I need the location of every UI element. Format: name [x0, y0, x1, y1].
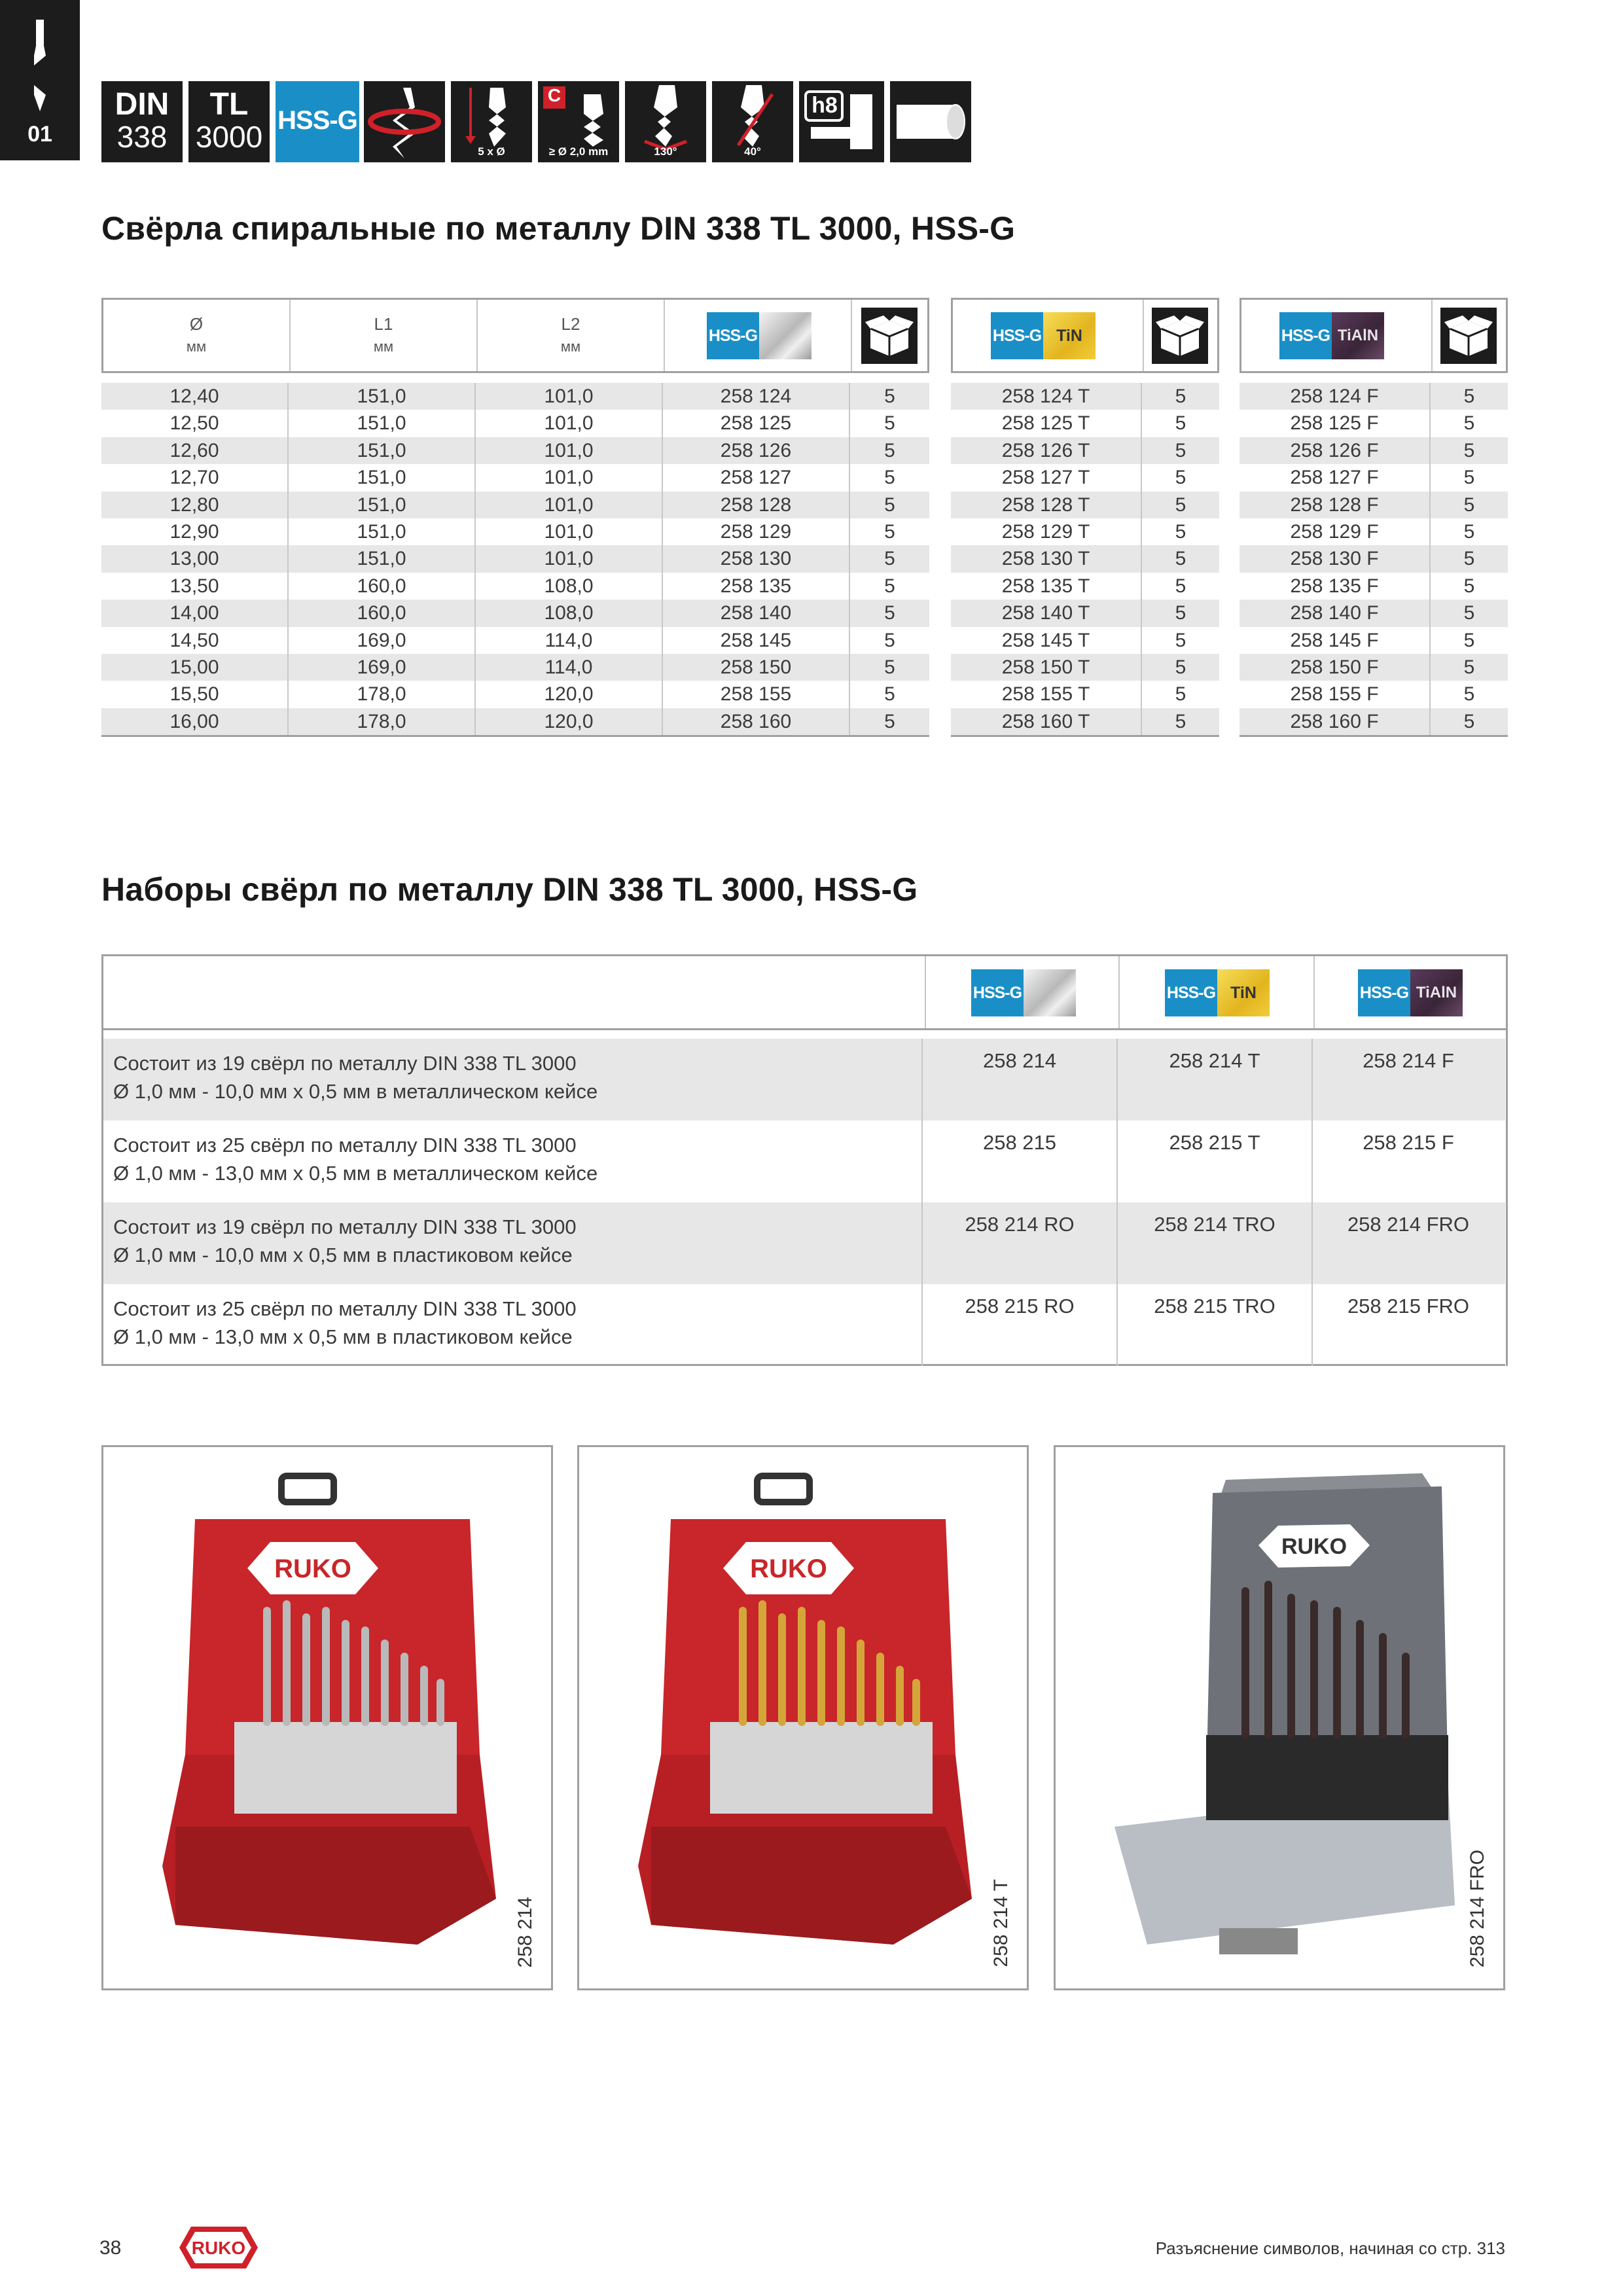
table-row — [1240, 654, 1508, 681]
cell-article-steel: 258 126 — [663, 437, 850, 464]
package-box-icon — [861, 308, 918, 364]
cell-article-tialn: 258 140 F — [1240, 600, 1431, 626]
col-pack — [852, 300, 927, 371]
table-tin-body — [951, 383, 1219, 737]
cell-article-tialn: 258 124 F — [1240, 383, 1431, 410]
cell-l1: 151,0 — [289, 545, 476, 572]
min-diameter-icon — [538, 81, 619, 162]
rotation-drill-icon — [364, 81, 445, 162]
table-row — [1240, 518, 1508, 545]
min-d-label: ≥ Ø 2,0 mm — [548, 145, 609, 158]
table-row — [1240, 573, 1508, 600]
set-description — [113, 1295, 912, 1351]
table-row — [101, 518, 929, 545]
cell-article-tialn: 258 155 F — [1240, 681, 1431, 708]
col-diameter-unit: мм — [186, 338, 207, 355]
set-line2: Ø 1,0 мм - 13,0 мм x 0,5 мм в металлическом кейсе — [113, 1162, 598, 1185]
package-box-icon — [1440, 308, 1497, 364]
steel-swatch — [759, 312, 812, 359]
package-box-icon — [1152, 308, 1208, 364]
product-photo-tin-case — [577, 1445, 1029, 1990]
set-line1: Состоит из 19 свёрл по металлу DIN 338 TL 3000 — [113, 1215, 577, 1238]
set-code-steel: 258 214 RO — [965, 1213, 1075, 1236]
din-label: DIN — [115, 87, 169, 122]
cell-l2: 108,0 — [476, 573, 663, 600]
cell-article-tin: 258 129 T — [951, 518, 1142, 545]
cell-article-tialn: 258 127 F — [1240, 464, 1431, 491]
h8-label: h8 — [812, 93, 838, 118]
tin-swatch: TiN — [1043, 312, 1096, 359]
tl-label: TL — [209, 87, 249, 122]
cell-qty-tin: 5 — [1175, 629, 1186, 651]
col-l1 — [291, 300, 478, 371]
svg-text:RUKO: RUKO — [1281, 1534, 1347, 1559]
table-row — [951, 410, 1219, 437]
cell-article-tin: 258 140 T — [951, 600, 1142, 626]
cell-article-tialn: 258 160 F — [1240, 708, 1431, 735]
cell-qty-tialn: 5 — [1463, 575, 1475, 597]
cell-article-tialn: 258 145 F — [1240, 627, 1431, 654]
cell-article-steel: 258 124 — [663, 383, 850, 410]
cell-l2: 101,0 — [476, 410, 663, 437]
cell-diameter: 13,00 — [101, 545, 289, 572]
cell-article-tin: 258 135 T — [951, 573, 1142, 600]
hss-badge-label-tialn: HSS-G — [1279, 312, 1332, 359]
cell-diameter: 12,40 — [101, 383, 289, 410]
cell-article-tin: 258 126 T — [951, 437, 1142, 464]
cell-l1: 178,0 — [289, 708, 476, 735]
cell-l2: 101,0 — [476, 437, 663, 464]
cell-article-steel: 258 127 — [663, 464, 850, 491]
hss-label: HSS-G — [277, 106, 357, 135]
cell-qty-tin: 5 — [1175, 656, 1186, 678]
point-angle-icon — [625, 81, 706, 162]
col-l2 — [478, 300, 665, 371]
sets-divider — [1311, 1039, 1313, 1366]
col-hss-tialn — [1241, 300, 1433, 371]
sets-col-tialn — [1315, 956, 1506, 1028]
set-row — [101, 1202, 1505, 1284]
col-pack-tin — [1144, 300, 1217, 371]
cell-diameter: 15,00 — [101, 654, 289, 681]
chapter-tab — [0, 0, 80, 160]
tin-swatch: TiN — [1217, 969, 1270, 1016]
hss-badge-label: HSS-G — [707, 312, 759, 359]
set-row — [101, 1121, 1505, 1202]
table-row — [101, 654, 929, 681]
set-line2: Ø 1,0 мм - 10,0 мм x 0,5 мм в металлическом кейсе — [113, 1080, 598, 1103]
cell-diameter: 12,70 — [101, 464, 289, 491]
set-code-tin: 258 215 TRO — [1154, 1295, 1275, 1318]
svg-text:RUKO: RUKO — [191, 2238, 246, 2258]
hss-g-icon — [276, 81, 359, 162]
col-pack-tialn — [1433, 300, 1506, 371]
cell-qty: 5 — [884, 548, 895, 570]
cell-qty-tin: 5 — [1175, 386, 1186, 407]
sets-table-header — [101, 954, 1508, 1030]
set-code-tialn: 258 215 F — [1363, 1131, 1454, 1154]
table-row — [101, 681, 929, 708]
footer-note: Разъяснение символов, начиная со стр. 313 — [1155, 2238, 1505, 2258]
table-row — [951, 681, 1219, 708]
product-photo-metal-case — [101, 1445, 553, 1990]
cell-article-tin: 258 124 T — [951, 383, 1142, 410]
cell-qty-tin: 5 — [1175, 548, 1186, 570]
set-code-tialn: 258 215 FRO — [1347, 1295, 1470, 1318]
set-line1: Состоит из 25 свёрл по металлу DIN 338 TL 3000 — [113, 1134, 577, 1157]
cell-l1: 160,0 — [289, 573, 476, 600]
table-row — [1240, 410, 1508, 437]
cell-l2: 101,0 — [476, 545, 663, 572]
cell-l2: 101,0 — [476, 518, 663, 545]
tl-3000-icon — [188, 81, 270, 162]
sets-border-right — [1506, 1030, 1508, 1366]
table-row — [101, 627, 929, 654]
5xd-label: 5 x Ø — [478, 145, 505, 158]
table-row — [951, 573, 1219, 600]
sets-col-tin — [1120, 956, 1315, 1028]
cell-qty: 5 — [884, 467, 895, 489]
table-row — [951, 654, 1219, 681]
cell-article-steel: 258 140 — [663, 600, 850, 626]
metal-case-drill-set-image — [103, 1447, 553, 1990]
cell-qty: 5 — [884, 710, 895, 732]
table-main-header — [101, 298, 929, 373]
table-row — [1240, 600, 1508, 626]
sets-divider — [921, 1039, 923, 1366]
cell-qty-tialn: 5 — [1463, 412, 1475, 435]
col-hss-steel — [665, 300, 852, 371]
table-row — [1240, 464, 1508, 491]
cell-article-tialn: 258 130 F — [1240, 545, 1431, 572]
cell-qty-tialn: 5 — [1463, 710, 1475, 732]
table-row — [951, 627, 1219, 654]
hss-steel-badge — [707, 312, 812, 359]
cell-diameter: 14,00 — [101, 600, 289, 626]
plastic-case-drill-set-image — [1056, 1447, 1505, 1990]
set-code-tin: 258 214 TRO — [1154, 1213, 1275, 1236]
set-line2: Ø 1,0 мм - 10,0 мм x 0,5 мм в пластиковом кейсе — [113, 1244, 573, 1266]
table-row — [101, 410, 929, 437]
sets-divider — [1116, 1039, 1118, 1366]
photo-caption: 258 214 — [514, 1896, 536, 1967]
table-tialn-header — [1240, 298, 1508, 373]
col-l2-label: L2 — [561, 314, 580, 334]
cell-article-steel: 258 160 — [663, 708, 850, 735]
cell-qty-tin: 5 — [1175, 710, 1186, 732]
set-line1: Состоит из 19 свёрл по металлу DIN 338 TL 3000 — [113, 1052, 577, 1075]
table-row — [101, 437, 929, 464]
cell-diameter: 16,00 — [101, 708, 289, 735]
cell-qty-tialn: 5 — [1463, 493, 1475, 516]
tl-number: 3000 — [195, 120, 263, 154]
cell-article-tialn: 258 125 F — [1240, 410, 1431, 437]
cell-l2: 101,0 — [476, 383, 663, 410]
cell-qty-tialn: 5 — [1463, 548, 1475, 570]
hss-steel-badge — [971, 969, 1076, 1016]
cell-diameter: 13,50 — [101, 573, 289, 600]
hss-badge-label-s2: HSS-G — [1165, 969, 1217, 1016]
cell-diameter: 14,50 — [101, 627, 289, 654]
cell-l2: 120,0 — [476, 708, 663, 735]
cell-l2: 114,0 — [476, 627, 663, 654]
col-l1-unit: мм — [373, 338, 394, 355]
table-row — [101, 492, 929, 518]
hss-badge-label-tin: HSS-G — [991, 312, 1043, 359]
cell-qty: 5 — [884, 656, 895, 678]
set-description — [113, 1213, 912, 1269]
cell-article-tin: 258 150 T — [951, 654, 1142, 681]
cell-qty-tin: 5 — [1175, 493, 1186, 516]
col-l1-label: L1 — [374, 314, 393, 334]
tin-drill-set-image — [579, 1447, 1029, 1990]
table-row — [101, 383, 929, 410]
section1-title: Свёрла спиральные по металлу DIN 338 TL 3000, HSS-G — [101, 210, 1016, 247]
hss-badge-label-s3: HSS-G — [1358, 969, 1410, 1016]
cell-l1: 151,0 — [289, 492, 476, 518]
set-code-steel: 258 214 — [982, 1049, 1057, 1072]
product-photo-plastic-case — [1054, 1445, 1505, 1990]
table-row — [951, 545, 1219, 572]
cell-article-tialn: 258 129 F — [1240, 518, 1431, 545]
cell-l1: 169,0 — [289, 654, 476, 681]
helix-angle-icon — [712, 81, 793, 162]
cell-qty-tialn: 5 — [1463, 439, 1475, 461]
cell-article-tialn: 258 128 F — [1240, 492, 1431, 518]
col-diameter — [103, 300, 291, 371]
cell-article-tin: 258 127 T — [951, 464, 1142, 491]
cell-l2: 120,0 — [476, 681, 663, 708]
set-row — [101, 1284, 1505, 1366]
cell-l2: 101,0 — [476, 464, 663, 491]
cell-article-steel: 258 135 — [663, 573, 850, 600]
table-row — [951, 708, 1219, 735]
din-number: 338 — [116, 120, 168, 154]
table-row — [1240, 383, 1508, 410]
table-row — [951, 518, 1219, 545]
cell-qty: 5 — [884, 602, 895, 624]
cell-article-tin: 258 160 T — [951, 708, 1142, 735]
cell-qty: 5 — [884, 439, 895, 461]
set-description — [113, 1049, 912, 1105]
cell-qty: 5 — [884, 629, 895, 651]
col-diameter-label: Ø — [189, 314, 204, 334]
table-row — [1240, 708, 1508, 735]
cell-l2: 101,0 — [476, 492, 663, 518]
helix-label: 40° — [744, 145, 761, 158]
cell-diameter: 15,50 — [101, 681, 289, 708]
cell-qty-tialn: 5 — [1463, 467, 1475, 489]
cell-article-steel: 258 128 — [663, 492, 850, 518]
cell-l1: 151,0 — [289, 410, 476, 437]
cell-article-steel: 258 145 — [663, 627, 850, 654]
c-letter: C — [547, 85, 562, 105]
cell-qty: 5 — [884, 386, 895, 407]
cell-l2: 114,0 — [476, 654, 663, 681]
hss-tialn-badge — [1358, 969, 1463, 1016]
h8-tolerance-icon — [799, 81, 884, 162]
cell-article-steel: 258 155 — [663, 681, 850, 708]
set-row — [101, 1039, 1505, 1121]
cell-article-tin: 258 130 T — [951, 545, 1142, 572]
hss-tialn-badge — [1279, 312, 1384, 359]
cell-qty-tin: 5 — [1175, 575, 1186, 597]
table-tialn-body — [1240, 383, 1508, 737]
table-row — [101, 600, 929, 626]
cell-qty-tialn: 5 — [1463, 656, 1475, 678]
drill-icon — [26, 20, 54, 111]
set-code-tin: 258 214 T — [1169, 1049, 1260, 1072]
cell-article-tialn: 258 150 F — [1240, 654, 1431, 681]
table-row — [1240, 627, 1508, 654]
svg-text:RUKO: RUKO — [274, 1554, 351, 1583]
cell-article-steel: 258 150 — [663, 654, 850, 681]
set-line1: Состоит из 25 свёрл по металлу DIN 338 TL 3000 — [113, 1297, 577, 1320]
set-code-tialn: 258 214 FRO — [1347, 1213, 1470, 1236]
cell-l1: 151,0 — [289, 437, 476, 464]
cell-l1: 151,0 — [289, 518, 476, 545]
cell-article-steel: 258 125 — [663, 410, 850, 437]
table-row — [951, 600, 1219, 626]
steel-swatch — [1024, 969, 1076, 1016]
cell-diameter: 12,60 — [101, 437, 289, 464]
cell-qty-tialn: 5 — [1463, 386, 1475, 407]
hss-tin-badge — [1165, 969, 1270, 1016]
cell-qty-tin: 5 — [1175, 412, 1186, 435]
cell-qty-tin: 5 — [1175, 467, 1186, 489]
cell-qty-tialn: 5 — [1463, 520, 1475, 543]
cell-article-tin: 258 145 T — [951, 627, 1142, 654]
table-row — [1240, 681, 1508, 708]
table-tin-header — [951, 298, 1219, 373]
tialn-swatch: TiAlN — [1410, 969, 1463, 1016]
cell-qty-tialn: 5 — [1463, 602, 1475, 624]
set-code-tin: 258 215 T — [1169, 1131, 1260, 1154]
set-description — [113, 1131, 912, 1187]
hss-badge-label-s1: HSS-G — [971, 969, 1024, 1016]
tialn-swatch: TiAlN — [1332, 312, 1384, 359]
length-5xd-icon — [451, 81, 532, 162]
table-row — [951, 383, 1219, 410]
cell-qty-tialn: 5 — [1463, 629, 1475, 651]
table-row — [1240, 545, 1508, 572]
table-row — [101, 708, 929, 735]
set-code-steel: 258 215 — [982, 1131, 1057, 1154]
cell-article-tialn: 258 135 F — [1240, 573, 1431, 600]
din-338-icon — [101, 81, 183, 162]
table-row — [1240, 492, 1508, 518]
photo-caption: 258 214 T — [990, 1879, 1012, 1967]
cell-qty: 5 — [884, 493, 895, 516]
cell-qty: 5 — [884, 575, 895, 597]
table-row — [1240, 437, 1508, 464]
table-row — [951, 464, 1219, 491]
angle-label: 130° — [654, 145, 677, 158]
table-row — [951, 492, 1219, 518]
table-row — [101, 464, 929, 491]
cell-l1: 160,0 — [289, 600, 476, 626]
cell-qty: 5 — [884, 683, 895, 706]
cell-l2: 108,0 — [476, 600, 663, 626]
cell-article-steel: 258 129 — [663, 518, 850, 545]
col-l2-unit: мм — [560, 338, 581, 355]
cell-l1: 151,0 — [289, 383, 476, 410]
cell-qty-tin: 5 — [1175, 439, 1186, 461]
table-main-body — [101, 383, 929, 737]
photo-caption: 258 214 FRO — [1467, 1849, 1488, 1967]
cell-qty: 5 — [884, 520, 895, 543]
page-number: 38 — [99, 2237, 122, 2259]
cell-qty-tin: 5 — [1175, 683, 1186, 706]
col-hss-tin — [953, 300, 1144, 371]
chapter-number: 01 — [27, 122, 52, 147]
set-line2: Ø 1,0 мм - 13,0 мм x 0,5 мм в пластиковом кейсе — [113, 1325, 573, 1348]
cell-l1: 151,0 — [289, 464, 476, 491]
set-code-steel: 258 215 RO — [965, 1295, 1075, 1318]
hss-tin-badge — [991, 312, 1096, 359]
table-row — [951, 437, 1219, 464]
cell-diameter: 12,80 — [101, 492, 289, 518]
set-code-tialn: 258 214 F — [1363, 1049, 1454, 1072]
cell-article-tin: 258 155 T — [951, 681, 1142, 708]
cell-article-tin: 258 125 T — [951, 410, 1142, 437]
cell-qty-tialn: 5 — [1463, 683, 1475, 706]
sets-border-left — [101, 1030, 103, 1366]
table-row — [101, 573, 929, 600]
cell-qty: 5 — [884, 412, 895, 435]
cell-l1: 178,0 — [289, 681, 476, 708]
cell-diameter: 12,90 — [101, 518, 289, 545]
cell-qty-tin: 5 — [1175, 520, 1186, 543]
cell-article-tin: 258 128 T — [951, 492, 1142, 518]
cell-diameter: 12,50 — [101, 410, 289, 437]
cylindrical-shank-icon — [890, 81, 971, 162]
cell-qty-tin: 5 — [1175, 602, 1186, 624]
cell-l1: 169,0 — [289, 627, 476, 654]
ruko-logo — [178, 2224, 259, 2271]
sets-col-steel — [925, 956, 1120, 1028]
table-row — [101, 545, 929, 572]
cell-article-tialn: 258 126 F — [1240, 437, 1431, 464]
svg-text:RUKO: RUKO — [750, 1554, 827, 1583]
section2-title: Наборы свёрл по металлу DIN 338 TL 3000, HSS-G — [101, 871, 918, 908]
cell-article-steel: 258 130 — [663, 545, 850, 572]
